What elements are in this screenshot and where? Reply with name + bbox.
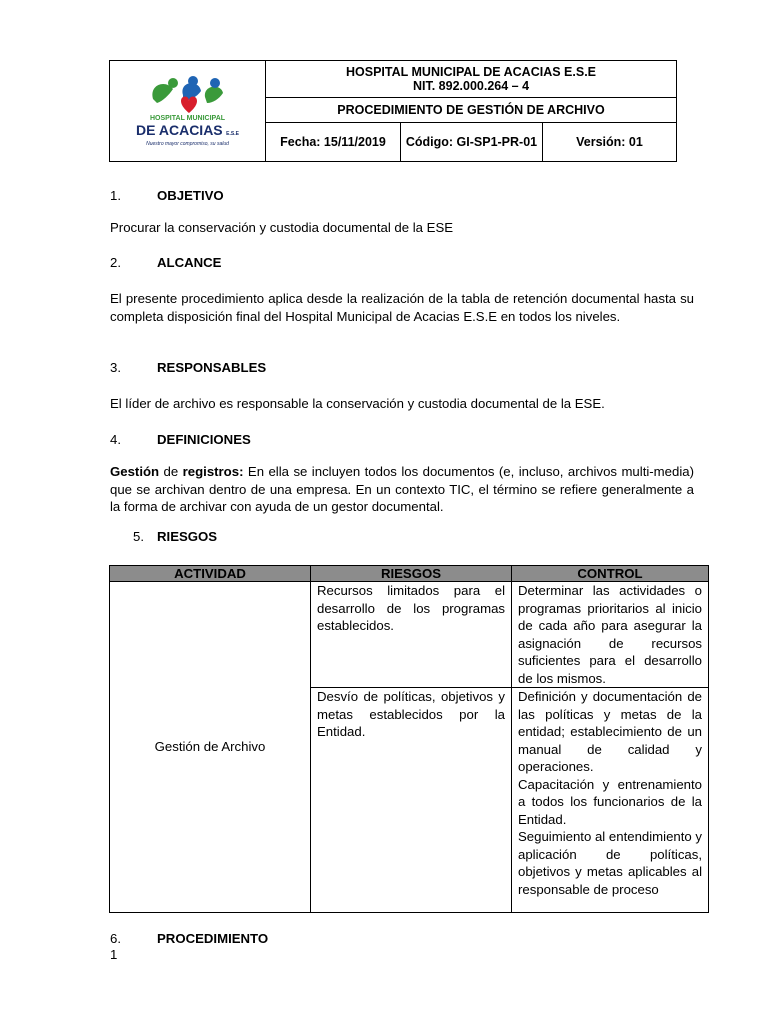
version-cell: Versión: 01 — [543, 123, 677, 162]
risk-header-riesgos: RIESGOS — [311, 566, 512, 582]
document-header-table — [109, 60, 677, 162]
table-row — [110, 582, 709, 688]
definition-connector: de — [159, 464, 183, 479]
control-item: Capacitación y entrenamiento a todos los funcionarios de la Entidad. — [518, 776, 702, 827]
control-cell: Determinar las actividades o programas prioritarios al inicio de cada año para asegurar la asignación de recursos suficientes para el desarrollo de los mismos. — [512, 582, 709, 688]
fecha-cell: Fecha: 15/11/2019 — [266, 123, 401, 162]
objetivo-text: Procurar la conservación y custodia documental de la ESE — [110, 220, 454, 235]
section-number: 1. — [110, 188, 121, 203]
section-number: 4. — [110, 432, 121, 447]
control-item: Seguimiento al entendimiento y aplicación de políticas, objetivos y metas aplicables al responsable de proceso — [518, 829, 703, 897]
logo-cell — [110, 61, 266, 162]
section-title-alcance: ALCANCE — [157, 255, 222, 270]
section-number: 3. — [110, 360, 121, 375]
codigo-cell: Código: GI-SP1-PR-01 — [401, 123, 543, 162]
section-title-responsables: RESPONSABLES — [157, 360, 267, 375]
logo-tagline: Nuestro mayor compromiso, su salud — [146, 141, 229, 147]
procedure-title: PROCEDIMIENTO DE GESTIÓN DE ARCHIVO — [266, 98, 677, 123]
section-title-riesgos: RIESGOS — [157, 529, 218, 544]
definiciones-text — [110, 463, 694, 516]
section-number: 2. — [110, 255, 121, 270]
alcance-text: El presente procedimiento aplica desde la realización de la tabla de retención documental hasta su completa disposición final del Hospital Municipal de Acacias E.S.E en todos los niveles. — [110, 291, 694, 324]
risk-cell: Recursos limitados para el desarrollo de los programas establecidos. — [311, 582, 512, 688]
definition-body: En ella se incluyen todos los documentos (e, incluso, archivos multi-media) que se archivan dentro de una empresa. En un contexto TIC, el término se refiere generalmente a la forma de archivar con ayuda de un gestor documental. — [110, 464, 694, 514]
section-number: 6. — [110, 931, 121, 946]
risk-header-control: CONTROL — [512, 566, 709, 582]
section-title-procedimiento: PROCEDIMIENTO — [157, 931, 269, 946]
hospital-nit: NIT. 892.000.264 – 4 — [412, 79, 530, 93]
hospital-logo — [110, 75, 265, 147]
definition-term-part2: registros: — [182, 464, 244, 479]
logo-figures-icon — [143, 75, 233, 115]
logo-suffix: E.S.E — [226, 131, 239, 137]
logo-line1: HOSPITAL MUNICIPAL — [149, 115, 226, 122]
hospital-name-cell — [266, 61, 677, 98]
hospital-name: HOSPITAL MUNICIPAL DE ACACIAS E.S.E — [345, 65, 597, 79]
logo-line2: DE ACACIAS — [136, 122, 223, 138]
page-number: 1 — [110, 947, 118, 962]
section-title-objetivo: OBJETIVO — [157, 188, 224, 203]
responsables-text: El líder de archivo es responsable la conservación y custodia documental de la ESE. — [110, 396, 605, 411]
section-number: 5. — [133, 529, 144, 544]
risk-activity-cell: Gestión de Archivo — [110, 582, 311, 913]
risk-header-actividad: ACTIVIDAD — [110, 566, 311, 582]
risk-cell: Desvío de políticas, objetivos y metas establecidos por la Entidad. — [311, 688, 512, 913]
section-title-definiciones: DEFINICIONES — [157, 432, 251, 447]
definition-term-part1: Gestión — [110, 464, 160, 479]
risk-table — [109, 565, 709, 913]
control-cell — [512, 688, 709, 913]
control-item: Definición y documentación de las políticas y metas de la entidad; establecimiento de un manual de calidad y operaciones. — [518, 689, 702, 774]
